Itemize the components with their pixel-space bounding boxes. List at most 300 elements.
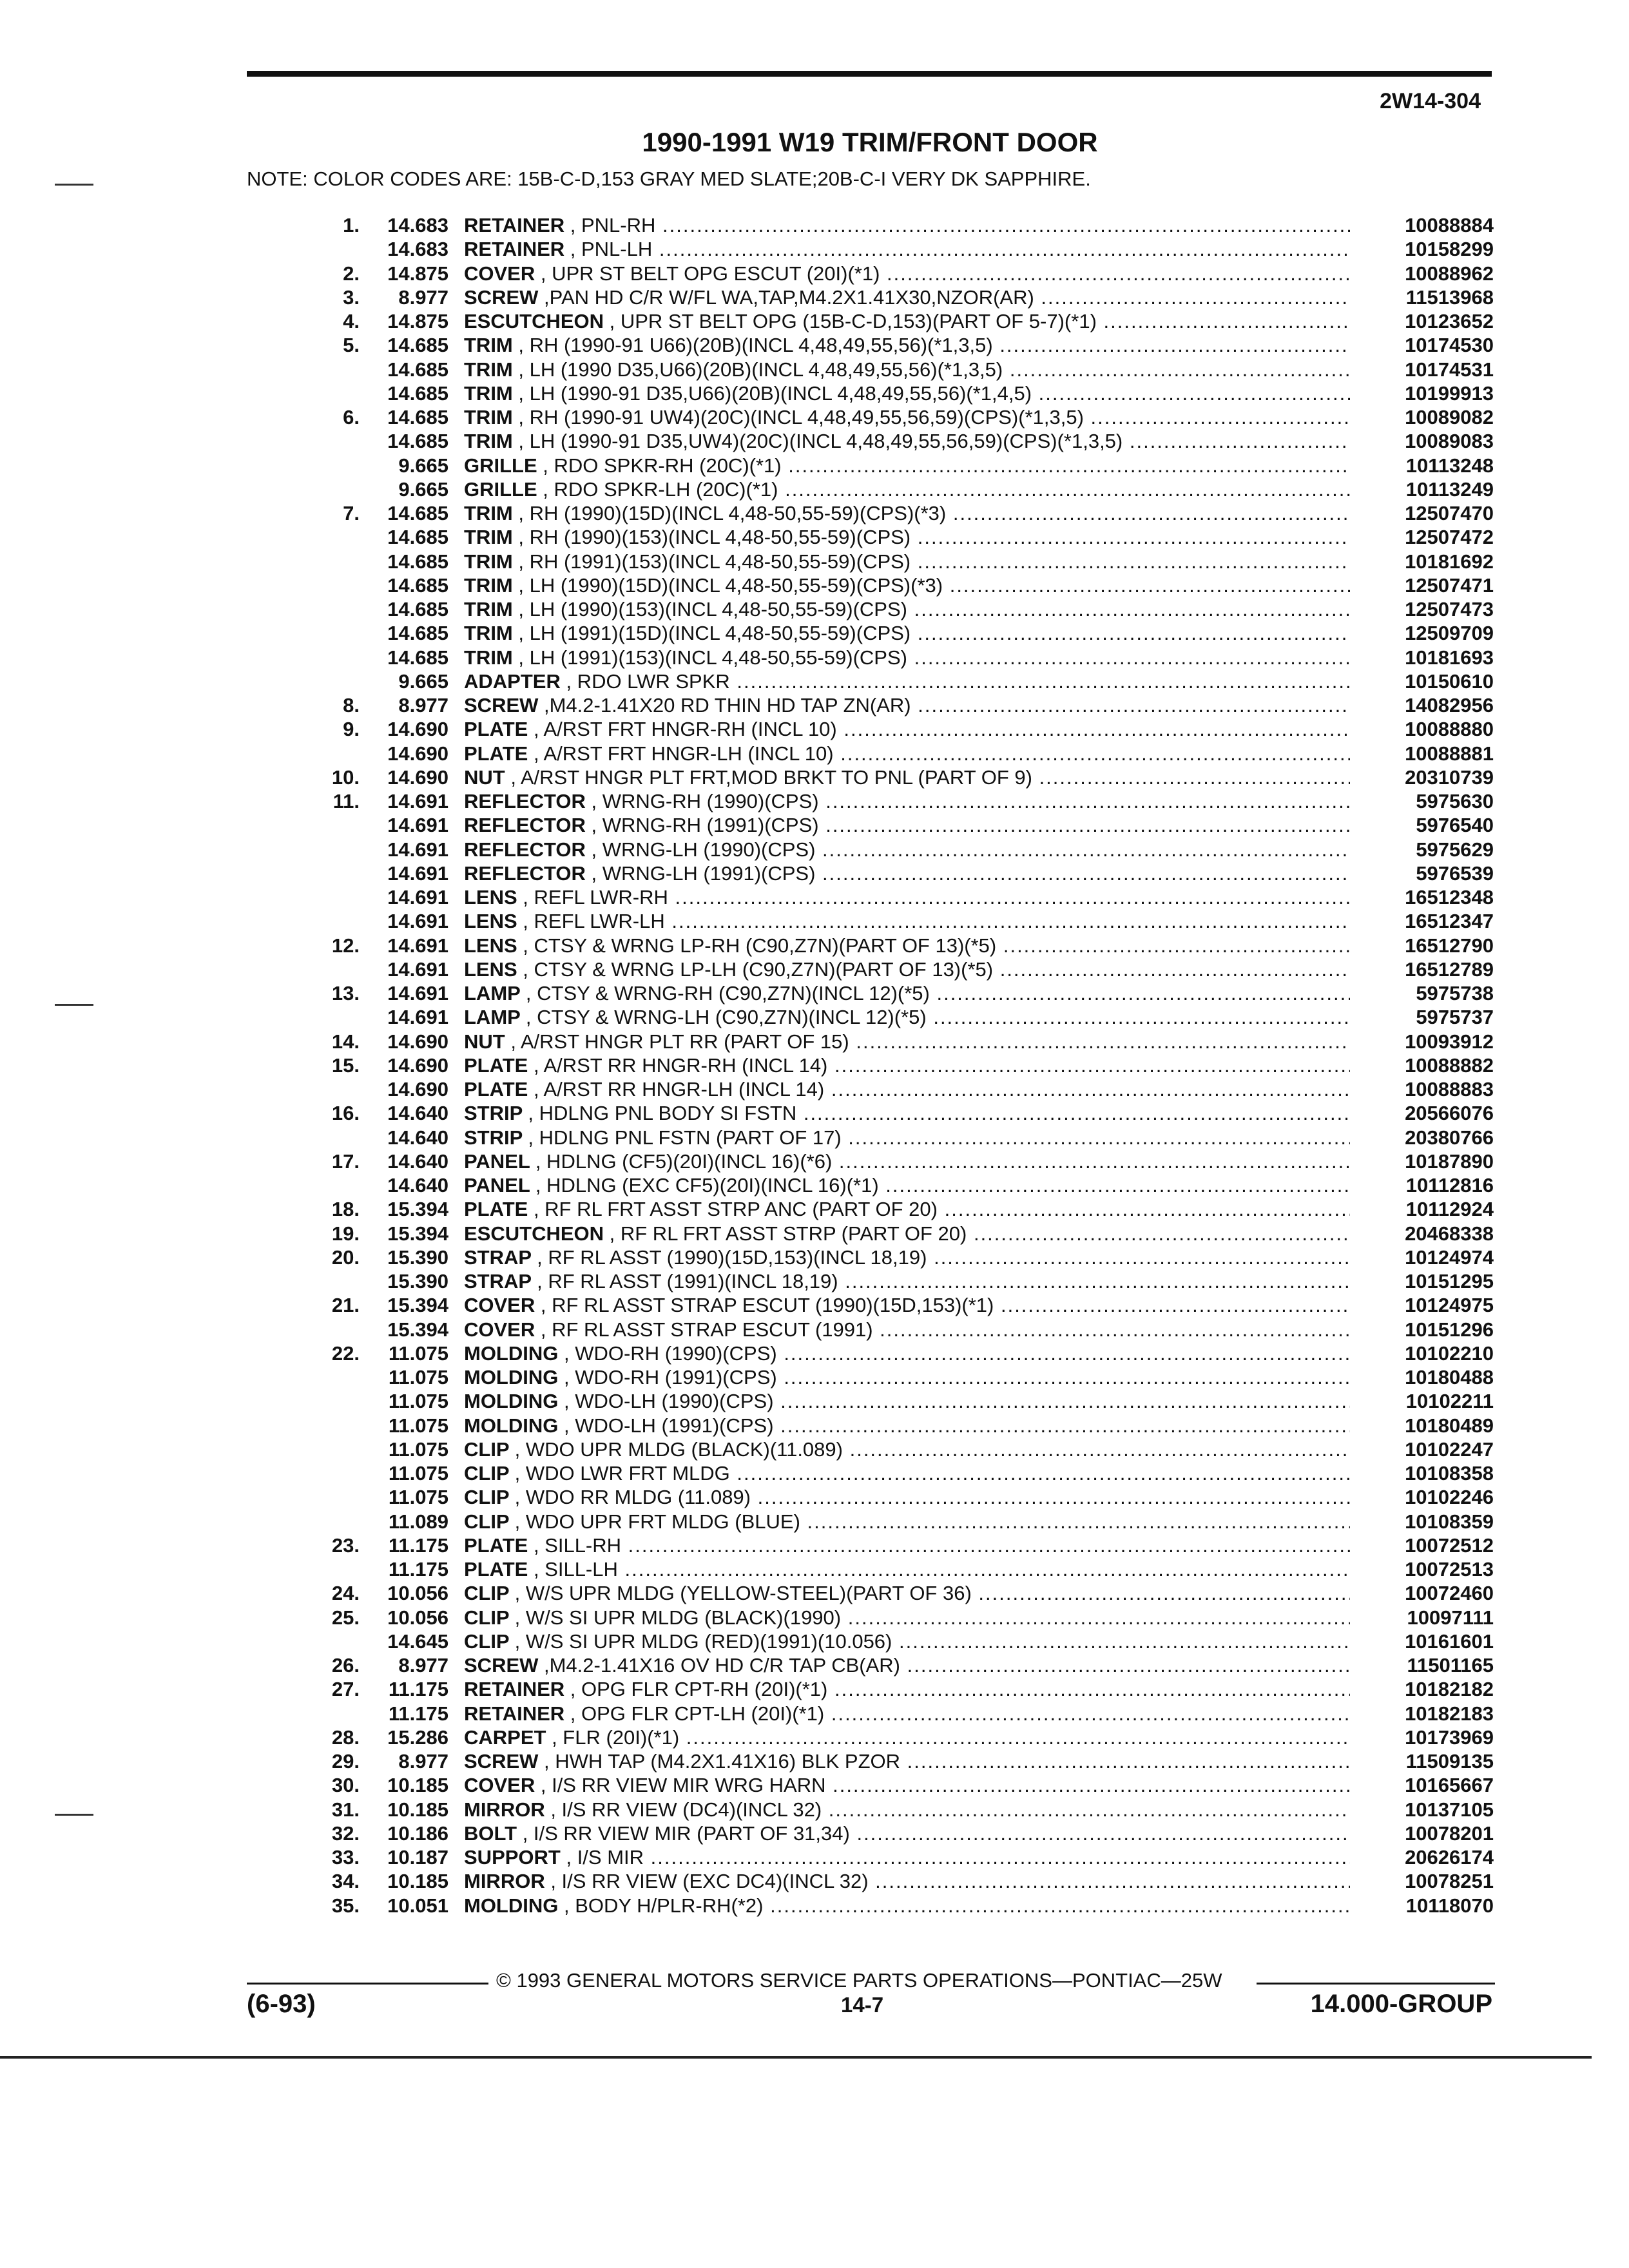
- part-row: [0, 1173, 1629, 1197]
- part-name: GRILLE: [464, 454, 543, 477]
- part-description: [464, 1845, 1350, 1869]
- group-number: 10.185: [387, 1798, 448, 1821]
- part-row: [0, 742, 1629, 765]
- part-number: 10173969: [1405, 1725, 1494, 1749]
- part-description: [464, 1798, 1350, 1821]
- group-number: 14.685: [387, 573, 448, 597]
- part-row: [0, 717, 1629, 741]
- part-number: 20380766: [1405, 1126, 1494, 1149]
- part-detail: , RF RL FRT ASST STRP (PART OF 20): [609, 1222, 967, 1245]
- part-description: [464, 1414, 1350, 1437]
- part-row: [0, 381, 1629, 405]
- part-number: 11509135: [1405, 1750, 1494, 1773]
- part-row: [0, 309, 1629, 333]
- group-number: 14.640: [387, 1174, 448, 1196]
- callout-number: 27.: [331, 1678, 360, 1701]
- part-name: SCREW: [464, 1654, 544, 1677]
- part-number: 5975737: [1416, 1006, 1494, 1029]
- part-row: [0, 1077, 1629, 1101]
- part-row: [0, 1341, 1629, 1365]
- part-detail: , RF RL FRT ASST STRP ANC (PART OF 20): [533, 1198, 938, 1221]
- part-row: [0, 1437, 1629, 1461]
- group-number: 10.185: [387, 1774, 448, 1797]
- part-name: LENS: [464, 957, 523, 981]
- part-detail: , WDO-RH (1991)(CPS): [564, 1366, 777, 1389]
- part-number: 10174530: [1405, 334, 1494, 357]
- part-detail: ,M4.2-1.41X20 RD THIN HD TAP ZN(AR): [544, 694, 911, 716]
- callout-number: 20.: [331, 1245, 360, 1269]
- part-row: [0, 789, 1629, 813]
- group-number: 14.685: [387, 334, 448, 357]
- part-name: RETAINER: [464, 1702, 570, 1725]
- part-detail: , CTSY & WRNG LP-LH (C90,Z7N)(PART OF 13)(*5): [523, 957, 994, 981]
- part-detail: , CTSY & WRNG-RH (C90,Z7N)(INCL 12)(*5): [525, 982, 930, 1004]
- part-row: [0, 1773, 1629, 1797]
- part-name: CLIP: [464, 1629, 515, 1653]
- part-number: 10108358: [1405, 1462, 1494, 1485]
- part-row: [0, 501, 1629, 525]
- color-note: NOTE: COLOR CODES ARE: 15B-C-D,153 GRAY MED SLATE;20B-C-I VERY DK SAPPHIRE.: [247, 168, 1091, 190]
- part-number: 5976539: [1416, 861, 1494, 885]
- part-description: [464, 1749, 1350, 1773]
- part-number: 10072512: [1405, 1533, 1494, 1557]
- part-name: PLATE: [464, 718, 534, 741]
- part-number: 5975630: [1416, 790, 1494, 812]
- part-name: RETAINER: [464, 1678, 570, 1701]
- part-number: 12507473: [1405, 598, 1494, 620]
- part-number: 16512347: [1405, 910, 1494, 933]
- group-number: 14.685: [387, 381, 448, 405]
- part-detail: , PNL-RH: [570, 214, 656, 236]
- part-description: [464, 789, 1350, 813]
- callout-number: 16.: [331, 1102, 360, 1125]
- part-detail: , WDO-LH (1990)(CPS): [564, 1390, 774, 1413]
- parts-list: [0, 213, 1629, 1917]
- callout-number: 15.: [331, 1053, 360, 1077]
- footer-rule-left: [247, 1983, 488, 1984]
- callout-number: 31.: [331, 1798, 360, 1821]
- group-number: 14.683: [387, 214, 448, 236]
- group-number: 10.187: [387, 1846, 448, 1869]
- part-description: [464, 1245, 1350, 1269]
- part-name: MIRROR: [464, 1798, 551, 1821]
- group-number: 14.691: [387, 814, 448, 837]
- part-name: TRIM: [464, 406, 519, 428]
- part-name: STRAP: [464, 1270, 537, 1293]
- group-number: 14.690: [387, 1078, 448, 1100]
- callout-number: 30.: [331, 1774, 360, 1797]
- part-row: [0, 1414, 1629, 1437]
- part-description: [464, 742, 1350, 765]
- part-name: BOLT: [464, 1821, 523, 1845]
- part-name: RETAINER: [464, 214, 570, 236]
- part-row: [0, 1869, 1629, 1893]
- part-name: GRILLE: [464, 477, 543, 501]
- part-row: [0, 1510, 1629, 1533]
- part-detail: , WDO UPR MLDG (BLACK)(11.089): [514, 1437, 843, 1461]
- group-number: 9.665: [398, 454, 448, 477]
- part-description: [464, 1101, 1350, 1125]
- part-description: [464, 1581, 1350, 1605]
- part-number: 16512348: [1405, 886, 1494, 908]
- part-name: MOLDING: [464, 1390, 564, 1413]
- part-name: TRIM: [464, 334, 519, 357]
- part-detail: , A/RST FRT HNGR-LH (INCL 10): [533, 742, 834, 765]
- group-number: 14.690: [387, 1030, 448, 1053]
- group-number: 14.691: [387, 982, 448, 1004]
- group-number: 14.690: [387, 742, 448, 765]
- group-number: 14.685: [387, 622, 448, 645]
- part-detail: , A/RST RR HNGR-RH (INCL 14): [533, 1053, 828, 1077]
- part-name: MOLDING: [464, 1414, 564, 1437]
- part-row: [0, 1725, 1629, 1749]
- part-description: [464, 1126, 1350, 1149]
- group-number: 9.665: [398, 669, 448, 693]
- part-number: 10112816: [1405, 1174, 1494, 1196]
- part-detail: , RH (1990)(153)(INCL 4,48-50,55-59)(CPS): [518, 526, 911, 549]
- part-number: 10088962: [1405, 262, 1494, 285]
- part-row: [0, 454, 1629, 477]
- part-number: 12509709: [1405, 622, 1494, 645]
- part-row: [0, 1821, 1629, 1845]
- revision-date: (6-93): [247, 1990, 316, 2018]
- part-name: STRIP: [464, 1126, 528, 1149]
- part-number: 10158299: [1405, 238, 1494, 261]
- part-row: [0, 477, 1629, 501]
- group-number: 14.685: [387, 598, 448, 620]
- part-name: MOLDING: [464, 1894, 564, 1917]
- part-name: LAMP: [464, 1006, 526, 1029]
- part-number: 10124975: [1405, 1294, 1494, 1317]
- callout-number: 5.: [343, 334, 360, 357]
- part-detail: , CTSY & WRNG LP-RH (C90,Z7N)(PART OF 13)(*5): [523, 934, 997, 957]
- group-number: 10.185: [387, 1870, 448, 1893]
- part-number: 10089083: [1405, 430, 1494, 453]
- part-row: [0, 1245, 1629, 1269]
- part-description: [464, 1702, 1350, 1725]
- part-number: 10078201: [1405, 1821, 1494, 1845]
- part-row: [0, 1269, 1629, 1293]
- part-number: 10089082: [1405, 406, 1494, 428]
- part-number: 11501165: [1407, 1654, 1494, 1677]
- part-number: 20468338: [1405, 1222, 1494, 1245]
- callout-number: 22.: [331, 1341, 360, 1365]
- part-detail: , RH (1990)(15D)(INCL 4,48-50,55-59)(CPS)(*3): [518, 502, 947, 524]
- part-number: 10108359: [1405, 1510, 1494, 1533]
- part-row: [0, 669, 1629, 693]
- part-row: [0, 1222, 1629, 1245]
- part-name: REFLECTOR: [464, 790, 592, 812]
- part-name: SUPPORT: [464, 1846, 566, 1869]
- copyright-notice: © 1993 GENERAL MOTORS SERVICE PARTS OPERATIONS—PONTIAC—25W: [496, 1969, 1222, 1992]
- part-description: [464, 909, 1350, 933]
- group-number: 15.286: [387, 1725, 448, 1749]
- part-detail: , LH (1991)(153)(INCL 4,48-50,55-59)(CPS): [518, 646, 907, 669]
- part-row: [0, 909, 1629, 933]
- part-description: [464, 333, 1350, 357]
- group-number: 11.175: [388, 1558, 448, 1581]
- callout-number: 21.: [331, 1294, 360, 1317]
- part-row: [0, 333, 1629, 357]
- part-name: NUT: [464, 765, 511, 789]
- group-code: 14.000-GROUP: [1310, 1990, 1492, 2018]
- part-detail: , LH (1990)(153)(INCL 4,48-50,55-59)(CPS): [518, 598, 907, 620]
- group-number: 11.075: [388, 1366, 448, 1389]
- group-number: 14.875: [387, 262, 448, 285]
- callout-number: 7.: [343, 502, 360, 524]
- part-row: [0, 813, 1629, 837]
- group-number: 11.175: [388, 1533, 448, 1557]
- part-row: [0, 1749, 1629, 1773]
- part-description: [464, 1197, 1350, 1221]
- group-number: 14.683: [387, 238, 448, 261]
- part-description: [464, 957, 1350, 981]
- part-row: [0, 1485, 1629, 1509]
- part-name: CLIP: [464, 1510, 515, 1533]
- group-number: 10.056: [387, 1606, 448, 1629]
- part-detail: , W/S SI UPR MLDG (BLACK)(1990): [514, 1606, 842, 1629]
- part-row: [0, 1581, 1629, 1605]
- part-name: PLATE: [464, 1533, 534, 1557]
- part-description: [464, 237, 1350, 261]
- part-number: 10113249: [1405, 477, 1494, 501]
- part-number: 10180489: [1405, 1414, 1494, 1437]
- part-number: 10113248: [1405, 454, 1494, 477]
- part-description: [464, 1773, 1350, 1797]
- group-number: 14.691: [387, 934, 448, 957]
- part-description: [464, 285, 1350, 309]
- part-detail: , RDO SPKR-LH (20C)(*1): [543, 477, 778, 501]
- part-row: [0, 861, 1629, 885]
- group-number: 11.075: [388, 1414, 448, 1437]
- part-row: [0, 1533, 1629, 1557]
- part-description: [464, 1077, 1350, 1101]
- part-detail: , OPG FLR CPT-LH (20I)(*1): [570, 1702, 825, 1725]
- part-row: [0, 1702, 1629, 1725]
- part-description: [464, 429, 1350, 453]
- part-name: REFLECTOR: [464, 861, 592, 885]
- part-detail: , A/RST HNGR PLT RR (PART OF 15): [510, 1030, 849, 1053]
- part-number: 10088883: [1405, 1078, 1494, 1100]
- part-description: [464, 1461, 1350, 1485]
- part-detail: , RF RL ASST (1990)(15D,153)(INCL 18,19): [537, 1245, 927, 1269]
- part-description: [464, 717, 1350, 741]
- part-detail: , HDLNG PNL BODY SI FSTN: [528, 1102, 797, 1125]
- group-number: 14.690: [387, 765, 448, 789]
- part-description: [464, 693, 1350, 717]
- part-detail: , RH (1990-91 U66)(20B)(INCL 4,48,49,55,56)(*1,3,5): [518, 334, 993, 357]
- part-row: [0, 1653, 1629, 1677]
- group-number: 11.075: [388, 1437, 448, 1461]
- part-row: [0, 1845, 1629, 1869]
- part-number: 10199913: [1405, 381, 1494, 405]
- part-name: TRIM: [464, 526, 519, 549]
- part-detail: , WDO UPR FRT MLDG (BLUE): [514, 1510, 800, 1533]
- part-number: 10088884: [1405, 214, 1494, 236]
- part-detail: , REFL LWR-RH: [523, 886, 668, 908]
- part-row: [0, 405, 1629, 429]
- group-number: 8.977: [398, 1750, 448, 1773]
- callout-number: 29.: [331, 1750, 360, 1773]
- part-number: 10187890: [1405, 1149, 1494, 1173]
- part-description: [464, 405, 1350, 429]
- group-number: 15.390: [387, 1270, 448, 1293]
- part-number: 20626174: [1405, 1846, 1494, 1869]
- part-name: STRIP: [464, 1102, 528, 1125]
- part-description: [464, 1293, 1350, 1317]
- part-name: COVER: [464, 1294, 541, 1317]
- part-name: ADAPTER: [464, 669, 566, 693]
- group-number: 14.640: [387, 1126, 448, 1149]
- part-detail: , RDO LWR SPKR: [566, 669, 730, 693]
- part-number: 12507472: [1405, 526, 1494, 549]
- part-name: CLIP: [464, 1582, 515, 1605]
- callout-number: 13.: [331, 982, 360, 1004]
- part-number: 10102211: [1405, 1390, 1494, 1413]
- part-detail: , LH (1990 D35,U66)(20B)(INCL 4,48,49,55,56)(*1,3,5): [518, 358, 1003, 381]
- callout-number: 10.: [331, 765, 360, 789]
- part-description: [464, 1365, 1350, 1389]
- part-row: [0, 358, 1629, 381]
- part-row: [0, 1557, 1629, 1581]
- part-description: [464, 838, 1350, 861]
- group-number: 11.075: [388, 1341, 448, 1365]
- part-row: [0, 550, 1629, 573]
- group-number: 10.186: [387, 1821, 448, 1845]
- part-detail: , I/S RR VIEW MIR WRG HARN: [540, 1774, 826, 1797]
- group-number: 8.977: [398, 285, 448, 309]
- part-number: 10137105: [1405, 1798, 1494, 1821]
- part-number: 16512789: [1405, 957, 1494, 981]
- part-detail: , HDLNG (CF5)(20I)(INCL 16)(*6): [535, 1149, 833, 1173]
- part-number: 10093912: [1405, 1030, 1494, 1053]
- group-number: 10.051: [387, 1894, 448, 1917]
- part-row: [0, 1365, 1629, 1389]
- part-number: 10102210: [1405, 1341, 1494, 1365]
- part-description: [464, 1030, 1350, 1053]
- part-name: PLATE: [464, 1558, 534, 1581]
- part-name: ESCUTCHEON: [464, 1222, 610, 1245]
- callout-number: 25.: [331, 1606, 360, 1629]
- part-description: [464, 934, 1350, 957]
- group-number: 11.175: [388, 1702, 448, 1725]
- part-detail: , LH (1990-91 D35,UW4)(20C)(INCL 4,48,49,55,56,59)(CPS)(*1,3,5): [518, 430, 1123, 453]
- part-description: [464, 1149, 1350, 1173]
- part-number: 10151295: [1405, 1270, 1494, 1293]
- callout-number: 3.: [343, 285, 360, 309]
- part-name: CLIP: [464, 1462, 515, 1485]
- part-name: ESCUTCHEON: [464, 310, 610, 332]
- part-description: [464, 669, 1350, 693]
- part-row: [0, 1030, 1629, 1053]
- part-name: CARPET: [464, 1725, 552, 1749]
- part-detail: , REFL LWR-LH: [523, 910, 665, 933]
- part-number: 10102247: [1405, 1437, 1494, 1461]
- group-number: 14.691: [387, 1006, 448, 1029]
- part-description: [464, 1005, 1350, 1029]
- group-number: 14.685: [387, 502, 448, 524]
- part-detail: , CTSY & WRNG-LH (C90,Z7N)(INCL 12)(*5): [525, 1006, 927, 1029]
- group-number: 14.691: [387, 790, 448, 812]
- part-row: [0, 1798, 1629, 1821]
- part-name: TRIM: [464, 502, 519, 524]
- part-number: 10180488: [1405, 1366, 1494, 1389]
- callout-number: 8.: [343, 694, 360, 716]
- group-number: 14.691: [387, 838, 448, 861]
- callout-number: 33.: [331, 1846, 360, 1869]
- part-row: [0, 1149, 1629, 1173]
- callout-number: 9.: [343, 718, 360, 741]
- part-description: [464, 861, 1350, 885]
- part-number: 10088882: [1405, 1053, 1494, 1077]
- callout-number: 14.: [331, 1030, 360, 1053]
- callout-number: 12.: [331, 934, 360, 957]
- part-name: PLATE: [464, 1198, 534, 1221]
- part-number: 10088881: [1405, 742, 1494, 765]
- part-number: 12507470: [1405, 502, 1494, 524]
- part-name: PANEL: [464, 1149, 535, 1173]
- callout-number: 24.: [331, 1582, 360, 1605]
- part-name: CLIP: [464, 1437, 515, 1461]
- part-row: [0, 981, 1629, 1005]
- part-description: [464, 765, 1350, 789]
- group-number: 14.685: [387, 406, 448, 428]
- part-name: LENS: [464, 910, 523, 933]
- callout-number: 32.: [331, 1821, 360, 1845]
- part-description: [464, 1894, 1350, 1917]
- group-number: 15.390: [387, 1245, 448, 1269]
- group-number: 14.691: [387, 957, 448, 981]
- group-number: 15.394: [387, 1198, 448, 1221]
- group-number: 14.690: [387, 718, 448, 741]
- part-detail: , UPR ST BELT OPG (15B-C-D,153)(PART OF 5-7)(*1): [609, 310, 1097, 332]
- callout-number: 19.: [331, 1222, 360, 1245]
- part-name: COVER: [464, 1318, 541, 1341]
- part-number: 10181692: [1405, 550, 1494, 573]
- part-name: PLATE: [464, 1078, 534, 1100]
- part-name: TRIM: [464, 598, 519, 620]
- part-row: [0, 1606, 1629, 1629]
- part-row: [0, 1318, 1629, 1341]
- part-name: MIRROR: [464, 1870, 551, 1893]
- part-description: [464, 981, 1350, 1005]
- group-number: 14.691: [387, 861, 448, 885]
- part-row: [0, 693, 1629, 717]
- callout-number: 28.: [331, 1725, 360, 1749]
- part-description: [464, 1485, 1350, 1509]
- part-description: [464, 1510, 1350, 1533]
- part-detail: , RF RL ASST STRAP ESCUT (1991): [540, 1318, 873, 1341]
- part-number: 10182182: [1405, 1678, 1494, 1701]
- part-row: [0, 525, 1629, 549]
- part-detail: , HDLNG PNL FSTN (PART OF 17): [528, 1126, 842, 1149]
- part-name: TRIM: [464, 358, 519, 381]
- part-name: LENS: [464, 886, 523, 908]
- group-number: 11.075: [388, 1486, 448, 1509]
- part-description: [464, 213, 1350, 237]
- part-description: [464, 813, 1350, 837]
- part-detail: , A/RST FRT HNGR-RH (INCL 10): [533, 718, 837, 741]
- part-description: [464, 550, 1350, 573]
- margin-mark: [55, 184, 93, 186]
- group-number: 14.640: [387, 1149, 448, 1173]
- part-row: [0, 934, 1629, 957]
- part-number: 10097111: [1407, 1606, 1494, 1629]
- part-name: MOLDING: [464, 1341, 564, 1365]
- part-description: [464, 1557, 1350, 1581]
- part-name: LENS: [464, 934, 523, 957]
- part-number: 10181693: [1405, 646, 1494, 669]
